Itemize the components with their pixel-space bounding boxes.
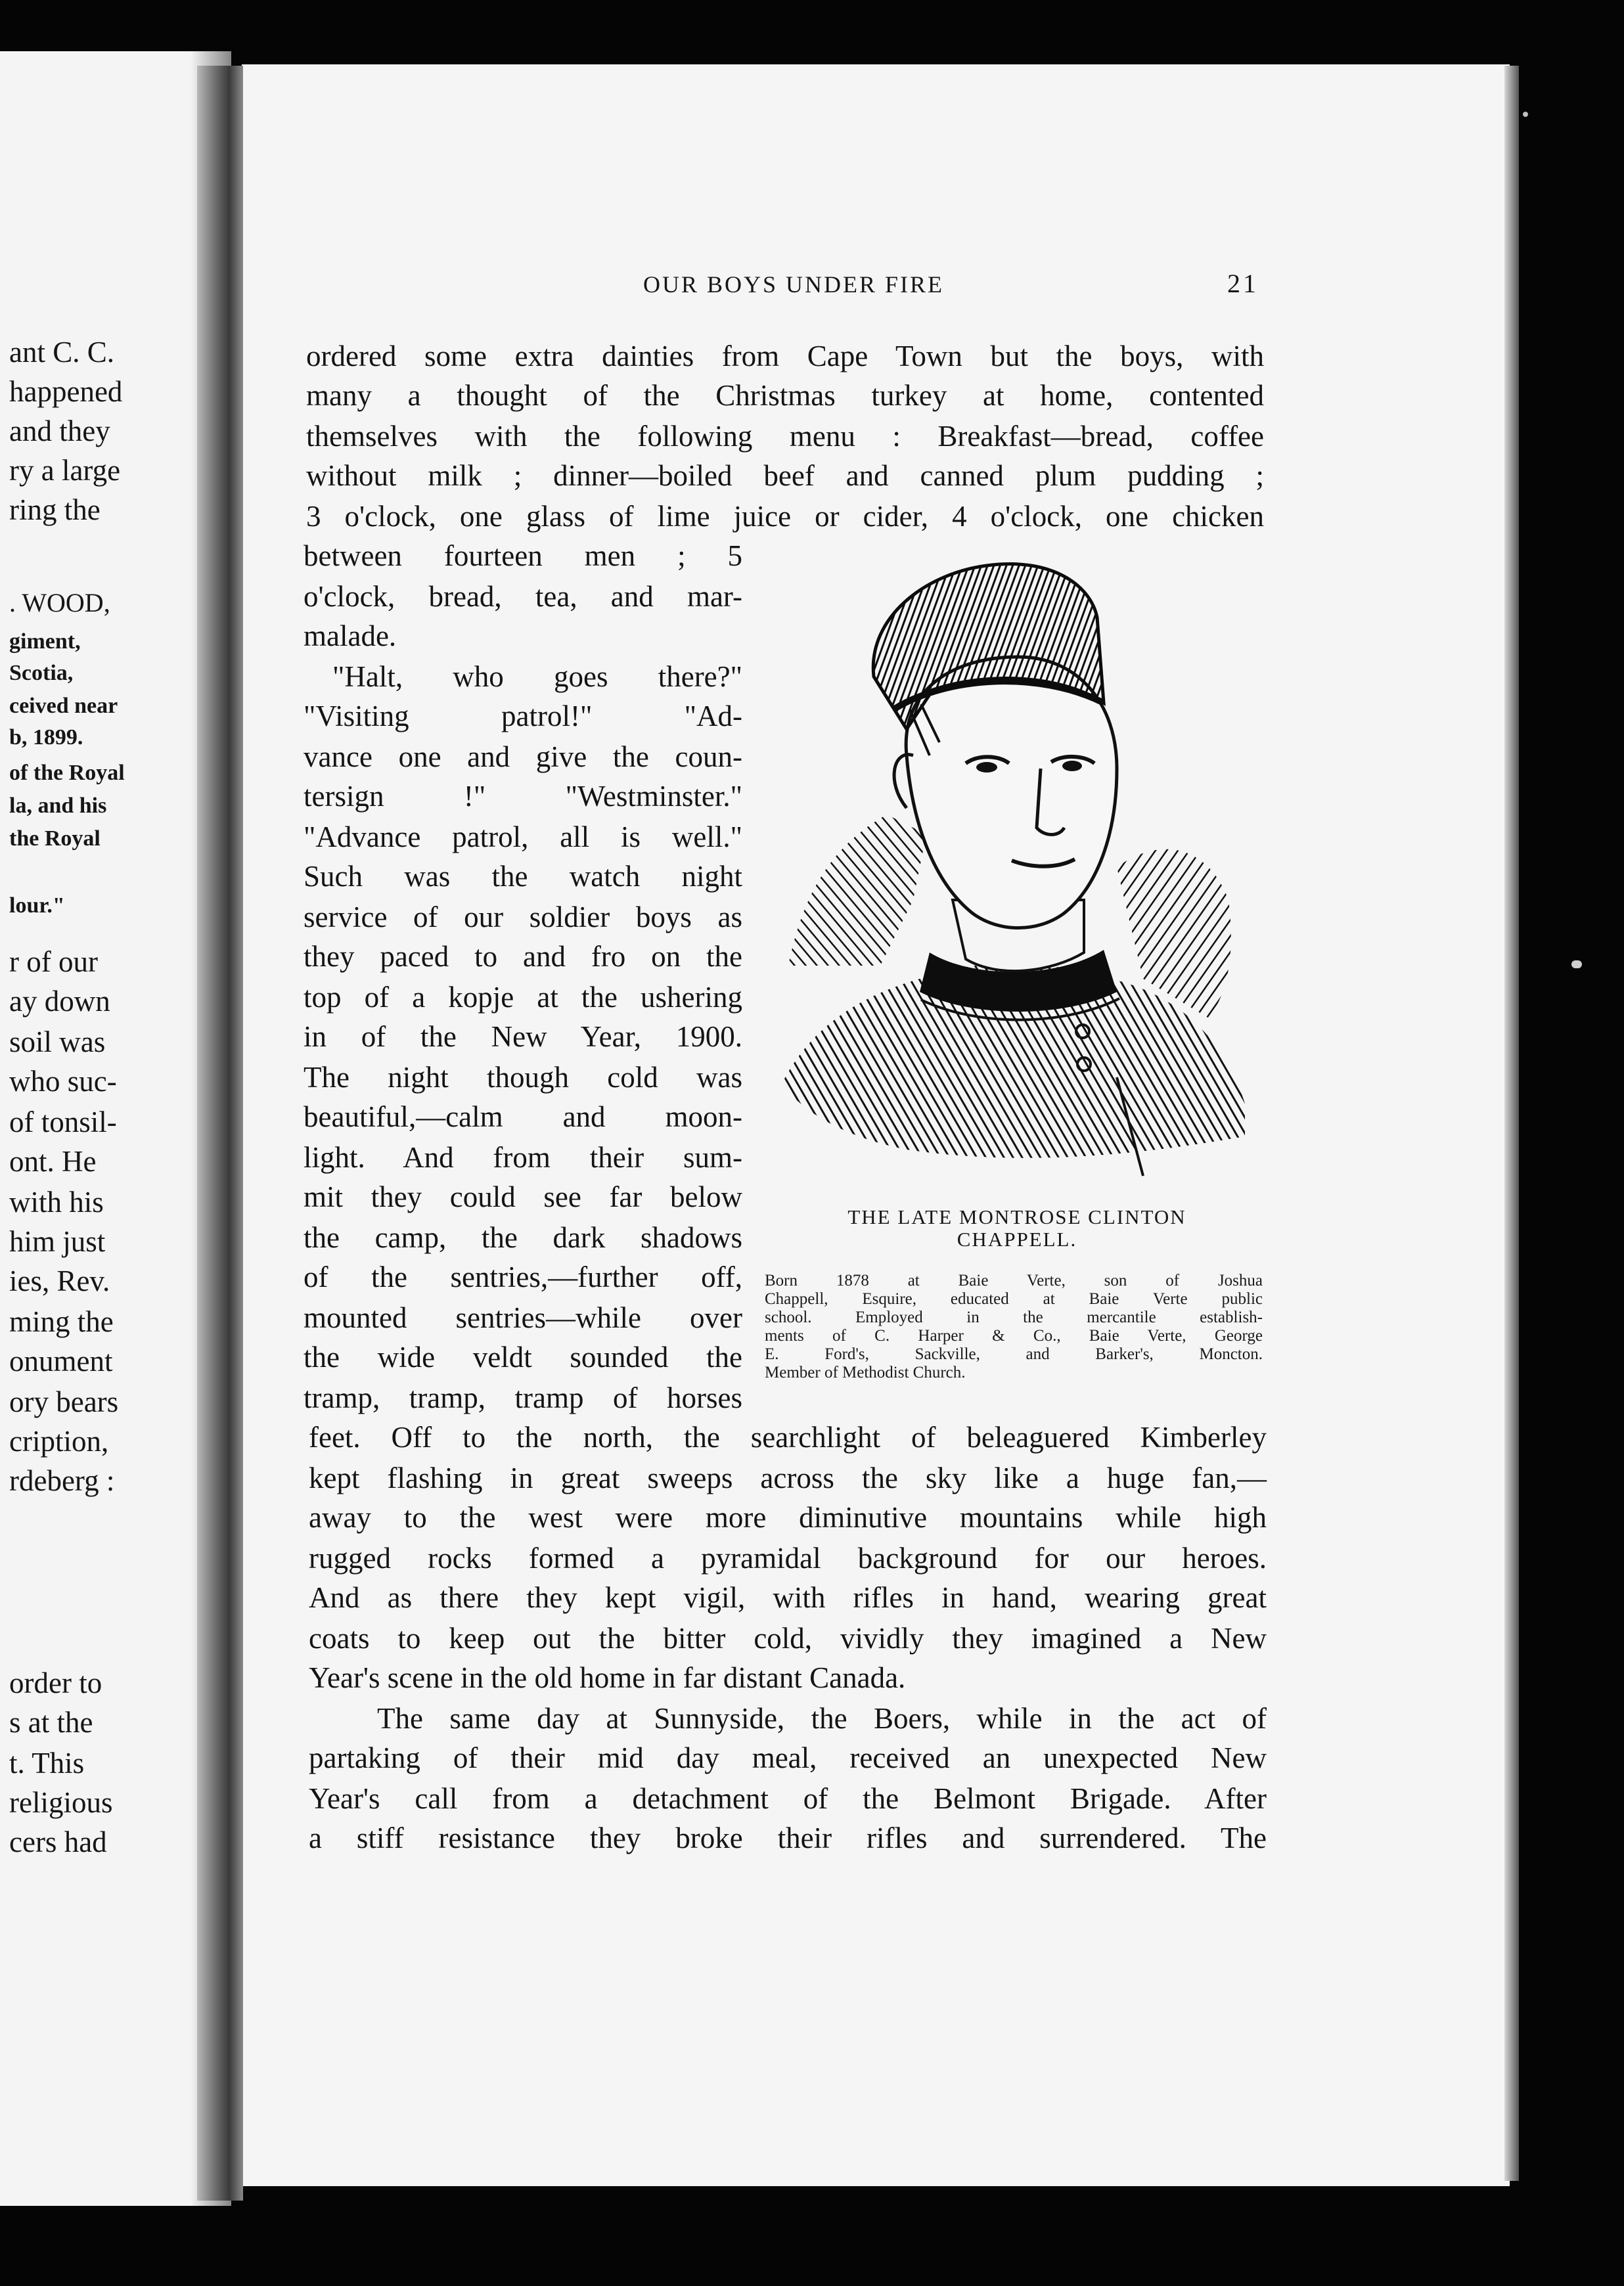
body-line: without milk ; dinner—boiled beef and canned plum pudding ; (306, 459, 1264, 492)
body-line: mit they could see far below (304, 1180, 742, 1213)
facing-page-line: religious (9, 1786, 113, 1819)
facing-page-line: ay down (9, 985, 110, 1018)
body-line: mounted sentries—while over (304, 1301, 742, 1334)
facing-page-line: rdeberg : (9, 1464, 115, 1497)
facing-page-line: the Royal (9, 826, 101, 851)
caption-line: Chappell, Esquire, educated at Baie Verte public (765, 1290, 1263, 1308)
facing-page-line: happened (9, 375, 123, 408)
facing-page-line: onument (9, 1345, 113, 1378)
body-line: feet. Off to the north, the searchlight of beleaguered Kimberley (309, 1421, 1267, 1454)
body-line: The night though cold was (304, 1061, 742, 1094)
body-line: "Visiting patrol!" "Ad- (304, 700, 742, 732)
page-number: 21 (1227, 269, 1259, 298)
body-line: service of our soldier boys as (304, 901, 742, 933)
body-line: o'clock, bread, tea, and mar- (304, 580, 742, 613)
caption-line: E. Ford's, Sackville, and Barker's, Moncton. (765, 1345, 1263, 1363)
facing-page-line: . WOOD, (9, 588, 110, 617)
facing-page-line: ant C. C. (9, 336, 115, 369)
facing-page-line: ring the (9, 493, 101, 526)
body-line: "Advance patrol, all is well." (304, 820, 742, 853)
body-line: malade. (304, 619, 397, 652)
facing-page-line: soil was (9, 1025, 106, 1058)
portrait-engraving (775, 558, 1248, 1189)
facing-page-line: lour." (9, 893, 65, 918)
body-line: themselves with the following menu : Breakfast—bread, coffee (306, 420, 1264, 453)
body-line: coats to keep out the bitter cold, vividly they imagined a New (309, 1622, 1267, 1655)
body-line: away to the west were more diminutive mountains while high (309, 1501, 1267, 1534)
caption-line: school. Employed in the mercantile establish- (765, 1309, 1263, 1326)
body-line: a stiff resistance they broke their rifles and surrendered. The (309, 1822, 1267, 1854)
facing-page-line: ming the (9, 1305, 114, 1338)
facing-page-line: t. This (9, 1747, 85, 1780)
page-edge (1504, 66, 1519, 2181)
body-line: of the sentries,—further off, (304, 1261, 742, 1293)
facing-page-line: of tonsil- (9, 1106, 117, 1138)
caption-line: ments of C. Harper & Co., Baie Verte, George (765, 1327, 1263, 1345)
facing-page-line: s at the (9, 1706, 93, 1739)
facing-page-line: order to (9, 1667, 102, 1699)
book-gutter (197, 66, 243, 2201)
body-line: "Halt, who goes there?" (332, 660, 742, 693)
body-line: Year's call from a detachment of the Belmont Brigade. After (309, 1782, 1267, 1815)
body-line: ordered some extra dainties from Cape Town but the boys, with (306, 340, 1264, 372)
facing-page-line: cription, (9, 1425, 109, 1458)
facing-page-line: ont. He (9, 1145, 97, 1178)
facing-page-line: with his (9, 1186, 104, 1219)
body-line: the camp, the dark shadows (304, 1221, 742, 1254)
facing-page-line: him just (9, 1225, 106, 1258)
facing-page-line: ry a large (9, 454, 121, 487)
facing-page-line: who suc- (9, 1065, 117, 1098)
caption-title-line: CHAPPELL. (957, 1228, 1077, 1251)
body-line: tramp, tramp, tramp of horses (304, 1381, 742, 1414)
facing-page-line: b, 1899. (9, 725, 83, 750)
caption-title-line: THE LATE MONTROSE CLINTON (847, 1205, 1186, 1228)
facing-page-line: ory bears (9, 1385, 119, 1418)
body-line: light. And from their sum- (304, 1141, 742, 1174)
caption-line: Member of Methodist Church. (765, 1364, 966, 1381)
facing-page-line: la, and his (9, 794, 107, 818)
body-line: vance one and give the coun- (304, 740, 742, 773)
body-line: The same day at Sunnyside, the Boers, while in the act of (377, 1702, 1267, 1735)
body-line: between fourteen men ; 5 (304, 539, 742, 572)
body-line: beautiful,—calm and moon- (304, 1100, 742, 1133)
facing-page-line: and they (9, 415, 110, 447)
body-line: top of a kopje at the ushering (304, 981, 742, 1014)
facing-page-line: giment, (9, 629, 81, 654)
body-line: Year's scene in the old home in far distant Canada. (309, 1661, 906, 1694)
body-line: many a thought of the Christmas turkey at home, contented (306, 379, 1264, 412)
body-line: partaking of their mid day meal, received an unexpected New (309, 1741, 1267, 1774)
body-line: Such was the watch night (304, 860, 742, 893)
body-line: the wide veldt sounded the (304, 1341, 742, 1374)
body-line: tersign !" "Westminster." (304, 780, 742, 813)
facing-page-line: ceived near (9, 694, 118, 718)
caption-line: Born 1878 at Baie Verte, son of Joshua (765, 1272, 1263, 1289)
facing-page-line: Scotia, (9, 661, 74, 685)
facing-page-line: ies, Rev. (9, 1265, 110, 1297)
body-line: And as there they kept vigil, with rifles in hand, wearing great (309, 1581, 1267, 1614)
running-head: OUR BOYS UNDER FIRE (643, 271, 945, 298)
body-line: kept flashing in great sweeps across the sky like a huge fan,— (309, 1462, 1267, 1494)
body-line: in of the New Year, 1900. (304, 1020, 742, 1053)
facing-page-line: of the Royal (9, 761, 125, 785)
body-line: they paced to and fro on the (304, 940, 742, 973)
body-line: rugged rocks formed a pyramidal background for our heroes. (309, 1542, 1267, 1575)
facing-page-line: r of our (9, 945, 98, 978)
body-line: 3 o'clock, one glass of lime juice or cider, 4 o'clock, one chicken (306, 500, 1264, 533)
scan-speck (1571, 960, 1582, 968)
scan-speck (1523, 112, 1528, 117)
figure-caption-title (780, 1206, 1253, 1251)
facing-page-line: cers had (9, 1826, 107, 1858)
